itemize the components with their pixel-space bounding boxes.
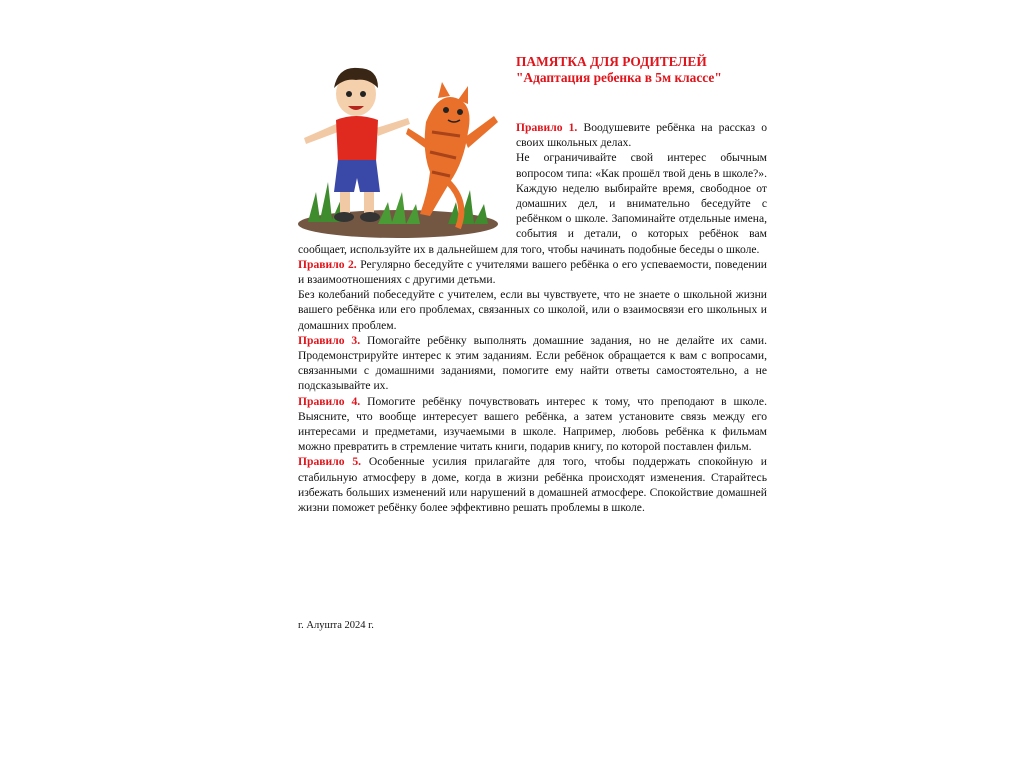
rule-5-label: Правило 5. [298,455,362,469]
rule-2-label: Правило 2. [298,257,357,271]
rule-3-text-1: Помогайте ребёнку выполнять домашние задания, но не делайте их сами. Продемонстрируйте интерес к этим заданиям. Если ребёнок обращается к вам с вопросами, связанными с домашними заданиями, помогите ему найти ответы самостоятельно, а не подсказывайте их. [298,333,767,393]
title-line-2: "Адаптация ребенка в 5м классе" [516,70,722,85]
title-line-1: ПАМЯТКА ДЛЯ РОДИТЕЛЕЙ [516,54,707,69]
grass-middle [378,192,420,224]
rule-2-text-1: Регулярно беседуйте с учителями вашего ребёнка о его успеваемости, поведении и взаимоотношениях с другими детьми. [298,257,767,287]
rule-3-paragraph-1 [298,333,767,394]
rule-2-paragraph-1 [298,257,767,287]
rule-5-text-1: Особенные усилия прилагайте для того, чтобы поддержать спокойную и стабильную атмосферу в доме, когда в жизни ребёнка происходят изменения. Старайтесь избежать больших изменений или нарушений в домашней атмосфере. Спокойствие домашней жизни поможет ребёнку более эффективно решать проблемы в школе. [298,455,767,515]
rule-1-label: Правило 1. [516,121,578,134]
illustration-svg [298,52,508,238]
rule-4-label: Правило 4. [298,394,361,408]
grass-right [448,190,488,224]
rule-1-text-1: Воодушевите ребёнка на рассказ о своих школьных делах. [516,121,767,150]
rule-4-text-1: Помогите ребёнку почувствовать интерес к тому, что преподают в школе. Выясните, что вообще интересует вашего ребёнка, а затем установите связь между его интересами и предметами, изучаемыми в школе. Например, любовь ребёнка к фильмам можно превратить в стремление читать книги, подарив книгу, по которой поставлен фильм. [298,394,767,454]
footer-place-year: г. Алушта 2024 г. [298,620,374,631]
rule-4-paragraph-1 [298,394,767,455]
rule-2-paragraph-2: Без колебаний побеседуйте с учителем, если вы чувствуете, что не знаете о школьной жизни вашего ребёнка или его проблемах, связанных со школой, или о взаимосвязи его школьных и домашних проблем. [298,288,767,332]
rule-3-label: Правило 3. [298,333,361,347]
rule-5-paragraph-1 [298,454,767,515]
boy-and-cat-illustration [298,52,508,238]
boy-figure [304,68,410,222]
document-page [298,52,767,515]
rule-1-paragraph-2: Не ограничивайте свой интерес обычным вопросом типа: «Как прошёл твой день в школе?». Каждую неделю выбирайте время, свободное от домашних дел, и внимательно беседуйте с ребёнком о школе. Запоминайте отдельные имена, события и детали, о которых ребёнок вам сообщает, используйте их в дальнейшем для того, чтобы начинать подобные беседы о школе. [298,151,767,256]
